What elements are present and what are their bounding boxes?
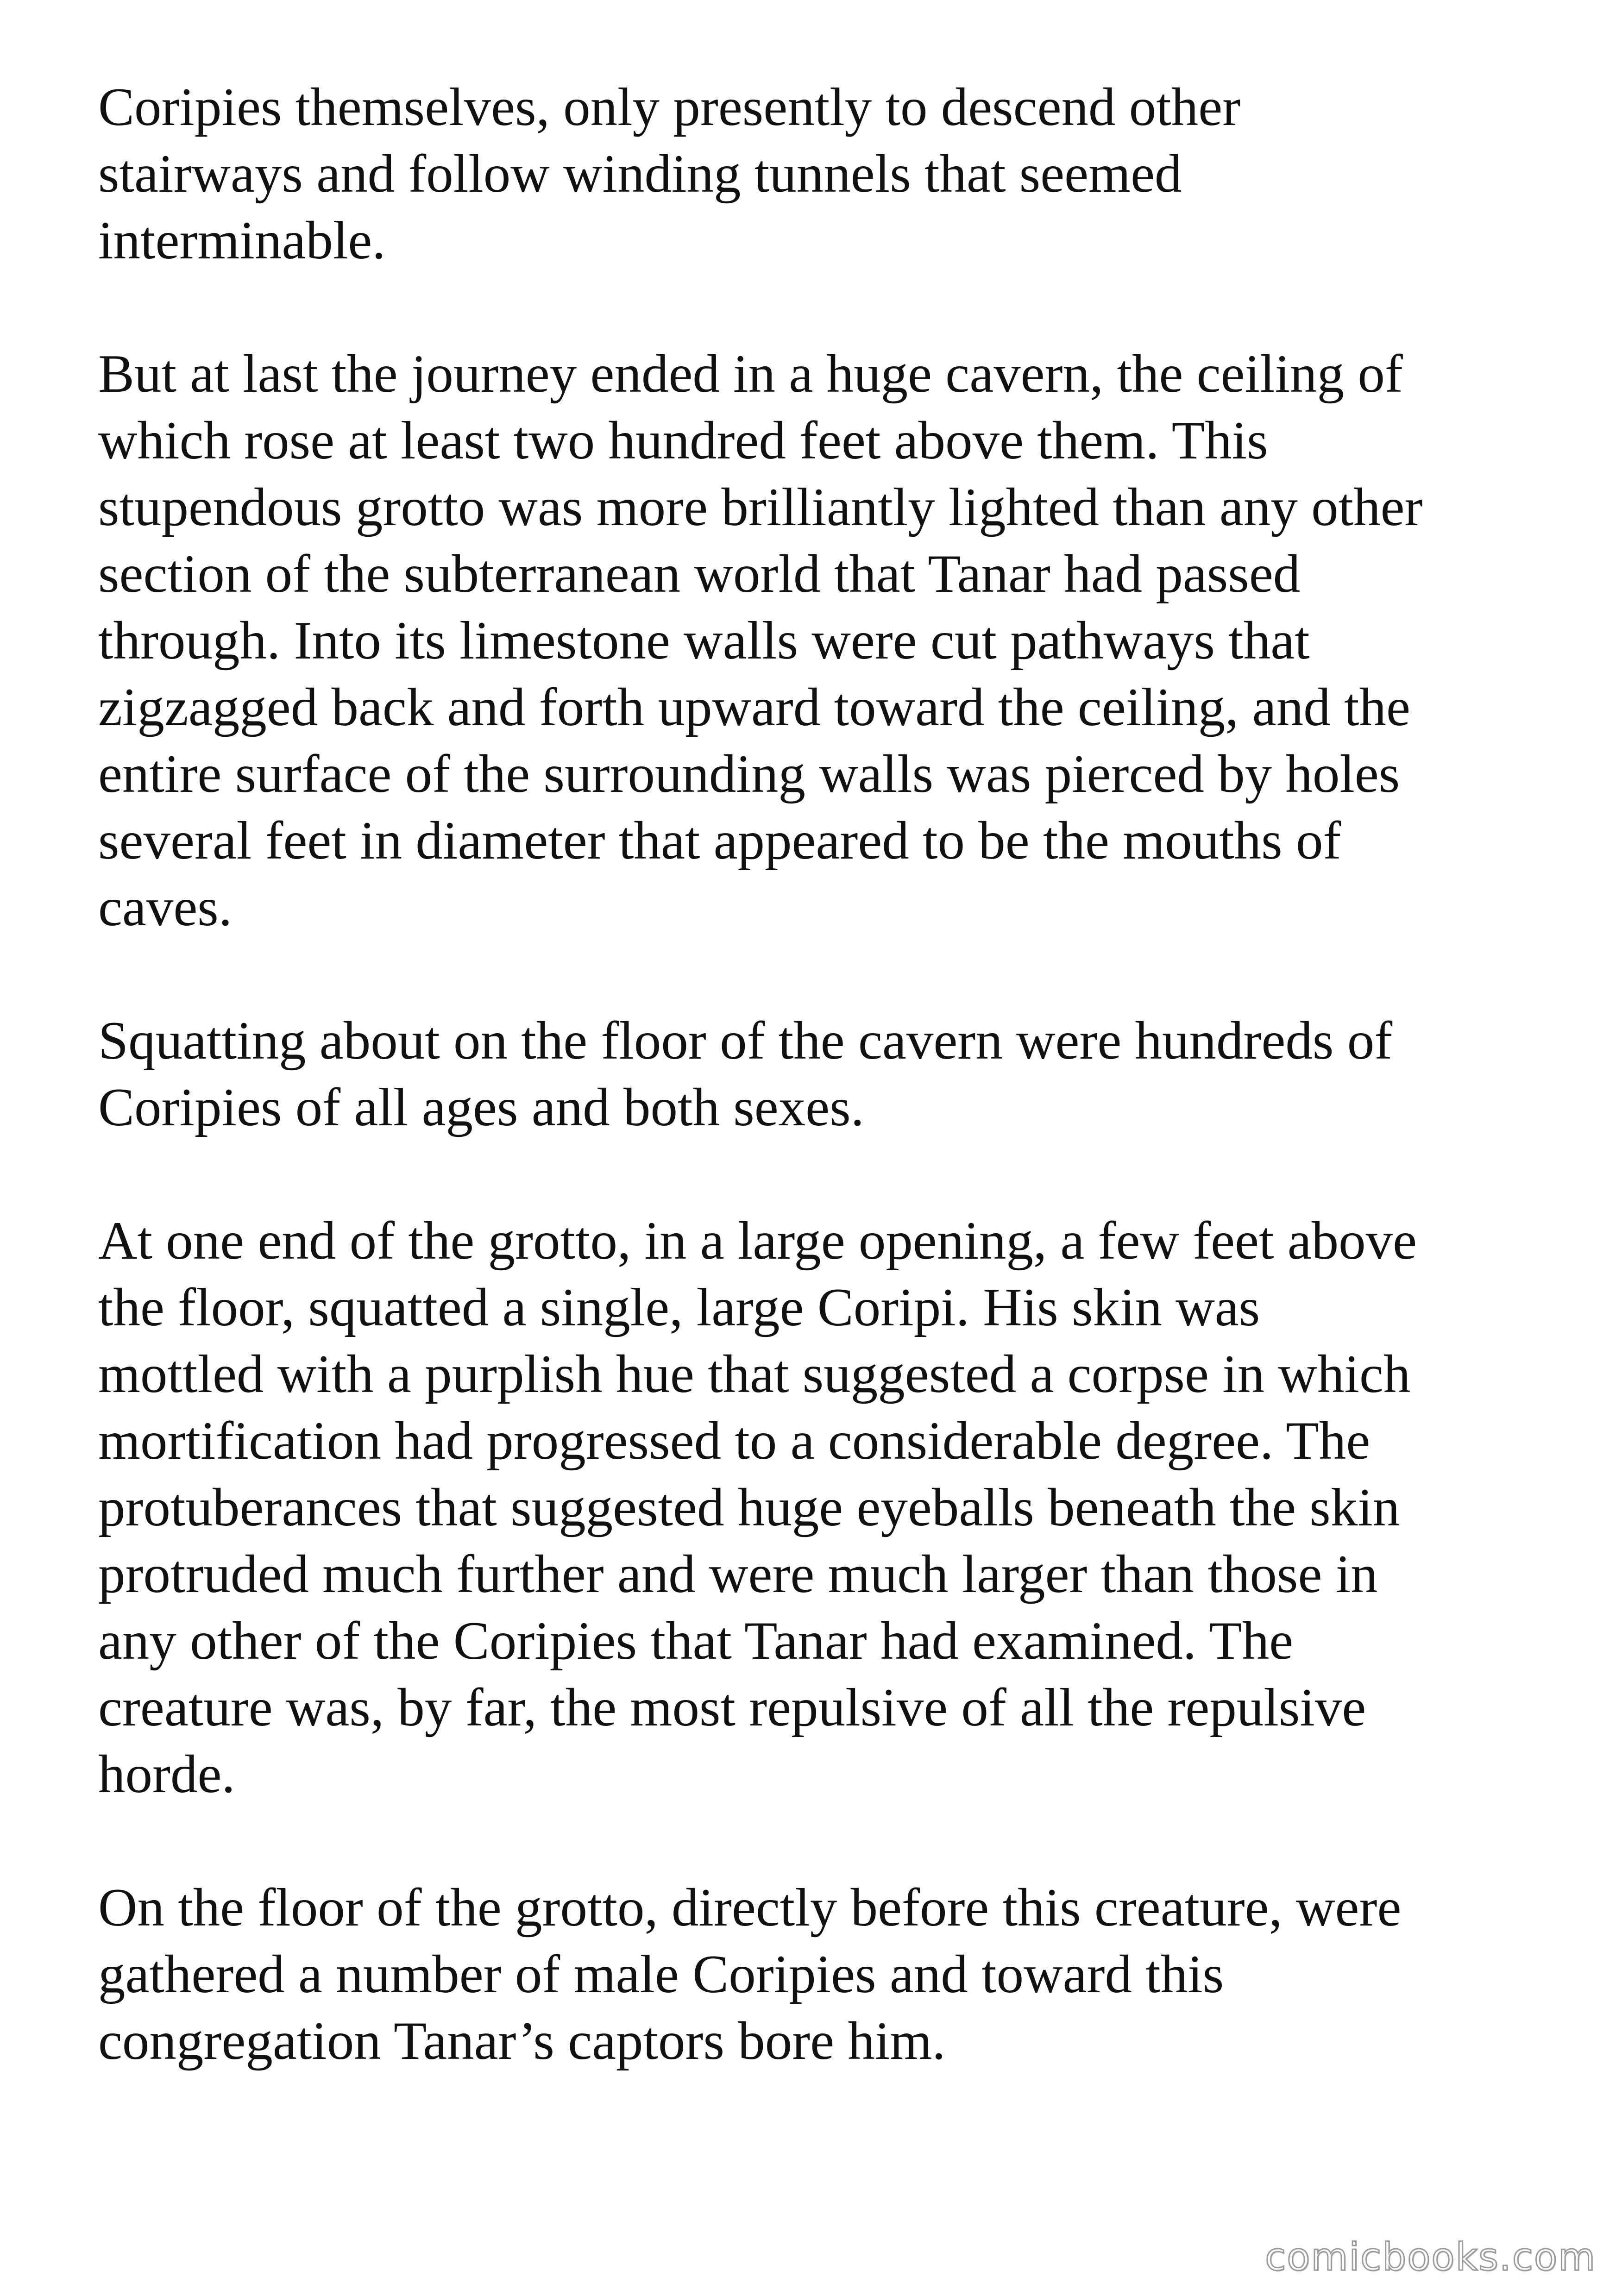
text-line: protuberances that suggested huge eyeballs beneath the skin bbox=[98, 1478, 1400, 1537]
text-line: mottled with a purplish hue that suggested a corpse in which bbox=[98, 1344, 1411, 1404]
paragraph bbox=[98, 1208, 1548, 1808]
paragraph bbox=[98, 1875, 1548, 2075]
text-line: through. Into its limestone walls were cut pathways that bbox=[98, 611, 1310, 671]
text-line: zigzagged back and forth upward toward the ceiling, and the bbox=[98, 678, 1410, 737]
text-line: Coripies of all ages and both sexes. bbox=[98, 1078, 864, 1137]
watermark-logo: comicbooks.com bbox=[1265, 2235, 1596, 2279]
text-line: section of the subterranean world that Tanar had passed bbox=[98, 544, 1301, 604]
paragraph bbox=[98, 1008, 1548, 1141]
text-line: congregation Tanar’s captors bore him. bbox=[98, 2011, 946, 2071]
text-line: which rose at least two hundred feet above them. This bbox=[98, 411, 1268, 470]
text-line: several feet in diameter that appeared to be the mouths of bbox=[98, 811, 1341, 871]
text-line: the floor, squatted a single, large Coripi. His skin was bbox=[98, 1278, 1260, 1337]
text-line: mortification had progressed to a considerable degree. The bbox=[98, 1411, 1371, 1471]
text-line: creature was, by far, the most repulsive of all the repulsive bbox=[98, 1678, 1366, 1738]
paragraph bbox=[98, 74, 1548, 274]
body-text bbox=[98, 74, 1548, 2141]
text-line: stairways and follow winding tunnels that seemed bbox=[98, 144, 1182, 204]
text-line: gathered a number of male Coripies and toward this bbox=[98, 1945, 1224, 2004]
text-line: any other of the Coripies that Tanar had examined. The bbox=[98, 1611, 1294, 1671]
text-line: Coripies themselves, only presently to descend other bbox=[98, 77, 1241, 137]
paragraph bbox=[98, 341, 1548, 941]
text-line: But at last the journey ended in a huge cavern, the ceiling of bbox=[98, 344, 1403, 404]
text-line: caves. bbox=[98, 878, 233, 937]
text-line: entire surface of the surrounding walls was pierced by holes bbox=[98, 744, 1400, 804]
text-line: Squatting about on the floor of the cavern were hundreds of bbox=[98, 1011, 1393, 1071]
text-line: protruded much further and were much larger than those in bbox=[98, 1544, 1378, 1604]
text-line: On the floor of the grotto, directly before this creature, were bbox=[98, 1878, 1402, 1938]
text-line: horde. bbox=[98, 1744, 235, 1804]
text-line: interminable. bbox=[98, 211, 386, 270]
text-line: stupendous grotto was more brilliantly lighted than any other bbox=[98, 477, 1423, 537]
text-line: At one end of the grotto, in a large opening, a few feet above bbox=[98, 1211, 1417, 1271]
